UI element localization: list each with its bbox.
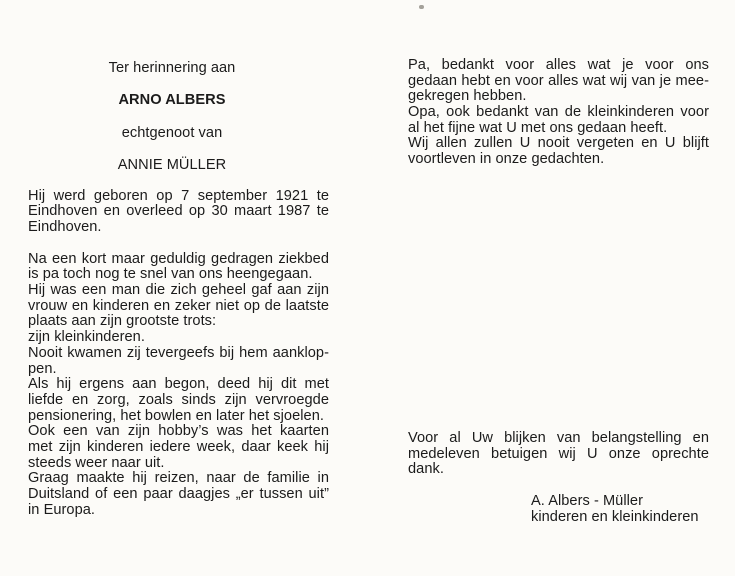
- text-line: Graag maakte hij reizen, naar de familie in: [28, 470, 329, 487]
- text-line: Voor al Uw blijken van belangstelling en: [408, 430, 709, 446]
- text-line: Eindhoven en overleed op 30 maart 1987 te: [28, 203, 329, 220]
- paragraph: [408, 431, 709, 478]
- left-column: [28, 61, 329, 518]
- paragraph: [408, 136, 709, 167]
- text-line: Hij was een man die zich geheel gaf aan zijn: [28, 282, 329, 299]
- paragraph: [28, 377, 329, 424]
- signature-block: [531, 494, 731, 525]
- birth-death-text: [28, 189, 329, 236]
- paragraph: [28, 330, 329, 346]
- relation-line: echtgenoot van: [121, 124, 223, 141]
- text-line: Opa, ook bedankt van de kleinkinderen voor: [408, 104, 709, 121]
- paragraph: [28, 471, 329, 518]
- text-line: liefde en zorg, zoals sinds zijn vervroegde: [28, 391, 329, 408]
- text-line: al het fijne wat U met ons gedaan heeft.: [408, 119, 668, 136]
- card-header: [28, 61, 316, 174]
- paragraph: [408, 105, 709, 136]
- text-line: Als hij ergens aan begon, deed hij dit met: [28, 376, 329, 393]
- text-line: Hij werd geboren op 7 september 1921 te: [28, 187, 329, 204]
- text-line: Duitsland of een paar daagjes „er tussen uit”: [28, 486, 329, 503]
- text-line: zijn kleinkinderen.: [28, 329, 145, 346]
- print-speck-artifact: [419, 5, 424, 9]
- biography-text: [28, 252, 329, 519]
- text-line: Na een kort maar geduldig gedragen ziekbed: [28, 250, 329, 267]
- deceased-name: ARNO ALBERS: [118, 92, 226, 109]
- text-line: met zijn kinderen iedere week, daar keek hij: [28, 438, 329, 455]
- text-line: medeleven betuigen wij U onze oprechte: [408, 445, 709, 462]
- signature-relatives: kinderen en kleinkinderen: [531, 508, 699, 525]
- paragraph: [28, 252, 329, 283]
- text-line: Nooit kwamen zij tevergeefs bij hem aanklop-: [28, 344, 329, 361]
- text-line: is pa toch nog te snel van ons heengegaan.: [28, 266, 313, 283]
- text-line: Ook een van zijn hobby’s was het kaarten: [28, 423, 329, 440]
- text-line: in Europa.: [28, 501, 96, 518]
- paragraph-gap: [28, 236, 329, 252]
- paragraph: [28, 283, 329, 330]
- signature-name: A. Albers - Müller: [531, 493, 644, 509]
- paragraph: [408, 58, 709, 105]
- text-line: Pa, bedankt voor alles wat je voor ons: [408, 57, 709, 73]
- tribute-text: [408, 58, 709, 168]
- text-line: Eindhoven.: [28, 219, 102, 236]
- text-line: plaats aan zijn grootste trots:: [28, 313, 217, 330]
- paragraph: [28, 189, 329, 236]
- acknowledgement-text: [408, 431, 709, 478]
- text-line: pen.: [28, 360, 57, 377]
- text-line: steeds weer naar uit.: [28, 454, 165, 471]
- text-line: voortleven in onze gedachten.: [408, 151, 605, 168]
- text-line: vrouw en kinderen en zeker niet op de laatste: [28, 297, 329, 314]
- paragraph: [28, 346, 329, 377]
- dedication-line: Ter herinnering aan: [108, 60, 236, 76]
- text-line: dank.: [408, 461, 444, 478]
- text-line: Wij allen zullen U nooit vergeten en U blijft: [408, 135, 709, 152]
- paragraph: [28, 424, 329, 471]
- text-line: pensionering, het bowlen en later het sjoelen.: [28, 407, 324, 424]
- text-line: gedaan hebt en voor alles wat wij van je mee-: [408, 72, 709, 89]
- text-line: gekregen hebben.: [408, 88, 527, 105]
- spouse-name: ANNIE MÜLLER: [117, 157, 227, 174]
